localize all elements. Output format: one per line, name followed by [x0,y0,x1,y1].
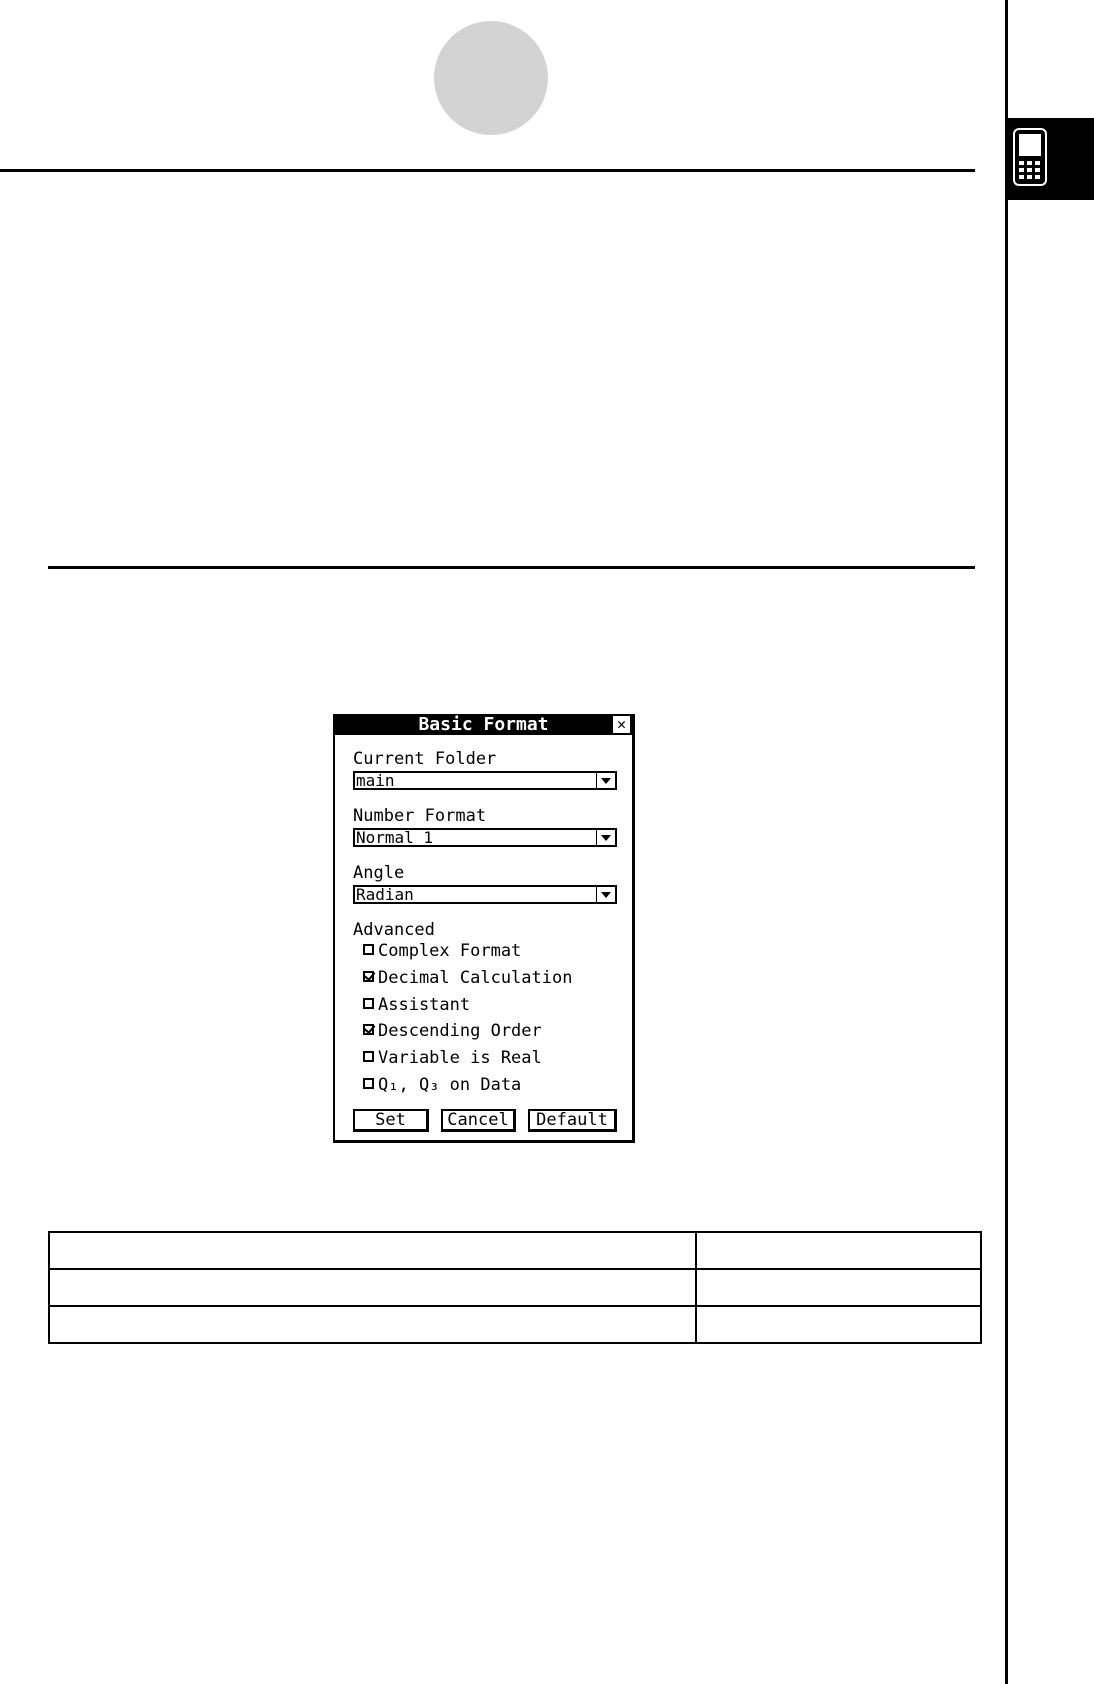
margin-rule [1005,0,1008,1684]
table-cell [696,1306,981,1343]
number-format-select[interactable] [353,828,617,847]
current-folder-value: main [356,771,395,790]
option-label: Q₁, Q₃ on Data [378,1075,522,1095]
checkbox[interactable] [363,1078,374,1089]
basic-format-dialog [333,714,635,1143]
table-cell [49,1306,696,1343]
chevron-down-icon[interactable] [596,887,615,902]
default-button[interactable]: Default [528,1109,617,1132]
section-rule [48,566,975,569]
checkbox[interactable] [363,944,374,955]
checkbox[interactable] [363,1051,374,1062]
number-format-value: Normal 1 [356,828,434,847]
checkbox[interactable] [363,1024,374,1035]
top-rule [0,169,975,172]
variable-is-real-option[interactable] [363,1049,542,1069]
advanced-label: Advanced [353,920,435,940]
decimal-calculation-option[interactable] [363,969,572,989]
table-cell [696,1232,981,1269]
table-row [49,1306,981,1343]
current-folder-label: Current Folder [353,749,497,769]
complex-format-option[interactable] [363,942,521,962]
cancel-button[interactable]: Cancel [441,1109,516,1132]
q1-q3-on-data-option[interactable] [363,1076,521,1096]
chevron-down-icon[interactable] [596,773,615,788]
angle-select[interactable] [353,885,617,904]
table-cell [49,1269,696,1306]
table-cell [696,1269,981,1306]
set-button[interactable]: Set [353,1109,429,1132]
angle-value: Radian [356,885,414,904]
number-format-label: Number Format [353,806,487,826]
table-cell [49,1232,696,1269]
checkbox[interactable] [363,998,374,1009]
option-label: Variable is Real [378,1048,542,1068]
calculator-icon [1013,128,1047,186]
option-label: Decimal Calculation [378,968,573,988]
settings-table [48,1231,982,1344]
close-icon[interactable]: ✕ [612,715,631,734]
option-label: Complex Format [378,941,522,961]
dialog-title: Basic Format [335,714,632,735]
chapter-circle [434,21,548,135]
table-row [49,1232,981,1269]
table-row [49,1269,981,1306]
descending-order-option[interactable] [363,1022,542,1042]
checkbox[interactable] [363,971,374,982]
chevron-down-icon[interactable] [596,830,615,845]
option-label: Assistant [378,995,471,1015]
option-label: Descending Order [378,1021,542,1041]
assistant-option[interactable] [363,996,470,1016]
angle-label: Angle [353,863,405,883]
current-folder-select[interactable] [353,771,617,790]
